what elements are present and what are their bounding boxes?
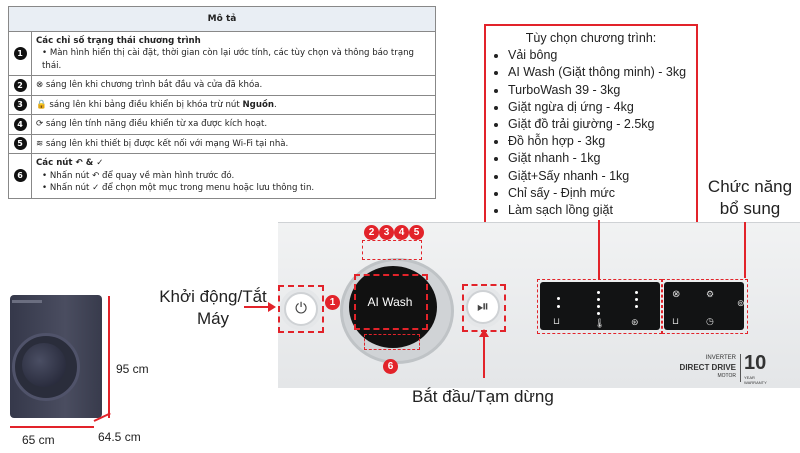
brand-divider <box>740 354 741 382</box>
row-number: 4 <box>14 118 27 131</box>
brand-direct-drive: DIRECT DRIVE <box>679 363 736 372</box>
row-text: sáng lên khi bảng điều khiển bị khóa trừ nút <box>46 99 243 110</box>
table-row <box>9 115 436 134</box>
child-lock-icon: 🔒 <box>36 99 47 110</box>
spin-icon[interactable]: ⊛ <box>631 317 639 327</box>
machine-control-strip <box>12 300 42 303</box>
row-text-end: . <box>273 99 277 110</box>
marker-1: 1 <box>325 295 340 310</box>
brand-inverter: INVERTER <box>705 355 736 361</box>
machine-door-glass <box>22 343 66 387</box>
depth-label: 64.5 cm <box>98 430 141 444</box>
extra-label-line2: bổ sung <box>719 199 781 218</box>
table-row <box>9 134 436 153</box>
brand-10: 10 <box>744 352 767 374</box>
row-title: Các chỉ số trạng thái chương trình <box>36 36 201 46</box>
row-text: sáng lên tính năng điều khiển từ xa được kích hoạt. <box>43 119 268 130</box>
display-highlight <box>354 274 428 330</box>
table-row <box>9 95 436 114</box>
row-number: 3 <box>14 98 27 111</box>
row-bullet: • Màn hình hiển thị cài đặt, thời gian còn lại ước tính, các tùy chọn và thông báo trạng thái. <box>36 47 431 72</box>
indicator-dot <box>597 298 600 301</box>
rinse-icon[interactable]: ⊔ <box>672 316 680 326</box>
width-label: 65 cm <box>22 433 55 447</box>
option-item: • Làm sạch lồng giặt <box>508 202 696 219</box>
row-text: sáng lên khi thiết bị được kết nối với mạng Wi-Fi tại nhà. <box>43 138 289 149</box>
row-number: 5 <box>14 137 27 150</box>
extra-label-line1: Chức năng <box>707 177 793 196</box>
start-arrow-head <box>479 329 489 337</box>
option-item: • Giặt đồ trải giường - 2.5kg <box>508 116 696 133</box>
marker-3: 3 <box>379 225 394 240</box>
wash-icon[interactable]: ⊔ <box>553 316 561 326</box>
option-item: • Giặt+Sấy nhanh - 1kg <box>508 168 696 185</box>
option-item: • Vải bông <box>508 47 696 64</box>
row-text: sáng lên khi chương trình bắt đầu và cửa đã khóa. <box>43 80 263 91</box>
indicator-dot <box>635 291 638 294</box>
start-pause-label: Bắt đầu/Tạm dừng <box>412 387 554 406</box>
extra-connector <box>744 222 746 278</box>
start-pause-highlight <box>462 284 506 332</box>
display-screen-text: AI Wash <box>367 295 413 309</box>
indicator-dot <box>635 305 638 308</box>
power-highlight <box>278 285 324 333</box>
option-item: • AI Wash (Giặt thông minh) - 3kg <box>508 64 696 81</box>
option-item: • Giặt ngừa dị ứng - 4kg <box>508 99 696 116</box>
temperature-icon[interactable]: 🌡 <box>594 318 606 328</box>
options-connector <box>598 220 600 280</box>
option-item: • Chỉ sấy - Định mức <box>508 185 696 202</box>
wifi-icon: ≋ <box>36 138 44 149</box>
height-label: 95 cm <box>116 362 149 376</box>
options-list <box>486 47 696 219</box>
marker-4: 4 <box>394 225 409 240</box>
marker-2: 2 <box>364 225 379 240</box>
power-label <box>150 286 276 330</box>
timer-icon[interactable]: ◷ <box>706 316 714 326</box>
nav-buttons-highlight <box>364 334 420 350</box>
status-icons-highlight <box>362 240 422 260</box>
program-options-box <box>484 24 698 224</box>
indicator-dot <box>635 298 638 301</box>
option-item: • Giặt nhanh - 1kg <box>508 150 696 167</box>
description-table <box>8 6 436 199</box>
table-header: Mô tả <box>9 7 436 32</box>
settings-icon[interactable]: ⚙ <box>706 289 715 299</box>
power-label-line1: Khởi động/Tắt <box>159 287 267 306</box>
indicator-dot <box>597 312 600 315</box>
start-arrow-line <box>483 336 485 378</box>
row-bullet: • Nhấn nút ↶ để quay về màn hình trước đó. <box>36 170 431 182</box>
table-row <box>9 32 436 76</box>
options-title: Tùy chọn chương trình: <box>525 31 657 45</box>
indicator-dot <box>557 297 560 300</box>
marker-5: 5 <box>409 225 424 240</box>
indicator-dot <box>597 291 600 294</box>
row-bullet: • Nhấn nút ✓ để chọn một mục trong menu hoặc lưu thông tin. <box>36 182 431 194</box>
power-icon: ⏻ <box>295 300 307 317</box>
steam-icon[interactable]: ⊗ <box>672 289 681 300</box>
row-title: Các nút ↶ & ✓ <box>36 158 104 169</box>
brand-warranty: YEAR WARRANTY <box>744 375 767 385</box>
play-pause-icon: ⏯ <box>476 298 489 315</box>
indicator-dot <box>557 305 560 308</box>
option-item: • Đồ hỗn hợp - 3kg <box>508 133 696 150</box>
row-text-bold: Nguồn <box>242 99 274 110</box>
power-label-line2: Máy <box>196 309 230 328</box>
marker-6: 6 <box>383 359 398 374</box>
row-number: 2 <box>14 79 27 92</box>
indicator-dot <box>597 305 600 308</box>
option-item: • TurboWash 39 - 3kg <box>508 82 696 99</box>
height-line <box>108 296 110 418</box>
row-number: 1 <box>14 47 27 60</box>
table-row <box>9 154 436 198</box>
width-line <box>10 426 94 428</box>
brand-motor: MOTOR <box>717 373 736 379</box>
table-row <box>9 76 436 95</box>
row-number: 6 <box>14 169 27 182</box>
door-lock-icon: ⊗ <box>36 80 44 91</box>
wifi-remote-icon[interactable]: ⊚ <box>737 298 745 308</box>
brand-badge <box>678 354 774 384</box>
remote-start-icon: ⟳ <box>36 119 44 130</box>
extra-functions-label <box>700 176 800 220</box>
